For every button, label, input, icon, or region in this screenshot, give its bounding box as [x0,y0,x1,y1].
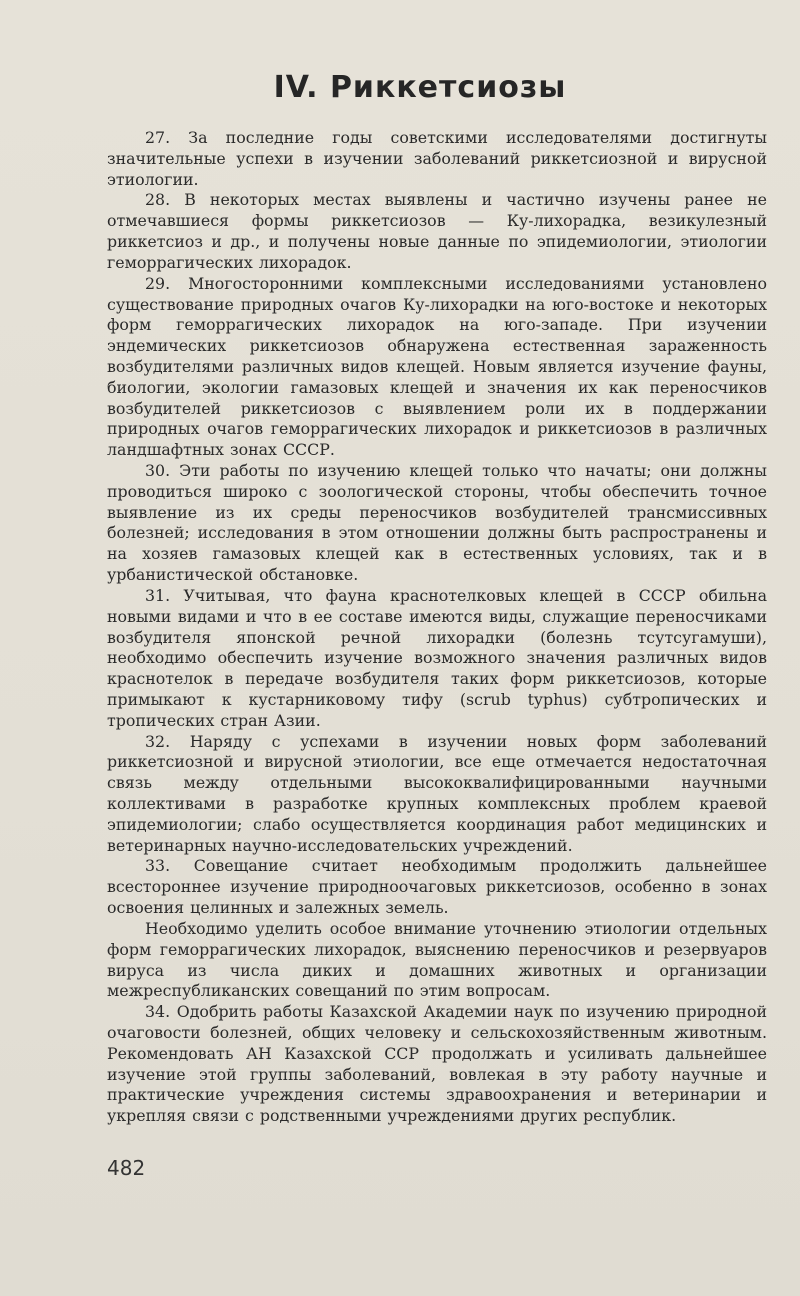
body-text [107,128,767,1127]
paragraph-34: 34. Одобрить работы Казахской Академии наук по изучению природной очаговости болезней, общих человеку и сельскохозяйственным животным. Рекомендовать АН Казахской ССР продолжать и усиливать дальнейшее изучение этой группы заболеваний, вовлекая в эту работу научные и практические учреждения системы здравоохранения и ветеринарии и укрепляя связи с родственными учреждениями других республик. [107,1002,767,1126]
paragraph-32: 32. Наряду с успехами в изучении новых форм заболеваний риккетсиозной и вирусной этиологии, все еще отмечается недостаточная связь между отдельными высококвалифицированными научными коллективами в разработке крупных комплексных проблем краевой эпидемиологии; слабо осуществляется координация работ медицинских и ветеринарных научно-исследовательских учреждений. [107,731,767,855]
section-heading: IV. Риккетсиозы [273,70,567,105]
paragraph-33: 33. Совещание считает необходимым продолжить дальнейшее всестороннее изучение природноочаговых риккетсиозов, особенно в зонах освоения целинных и залежных земель. [107,856,767,918]
paragraph-30: 30. Эти работы по изучению клещей только что начаты; они должны проводиться широко с зоологической стороны, чтобы обеспечить точное выявление из их среды переносчиков возбудителей трансмиссивных болезней; исследования в этом отношении должны быть распространены и на хозяев гамазовых клещей как в естественных условиях, так и в урбанистической обстановке. [107,461,767,585]
paragraph-31: 31. Учитывая, что фауна краснотелковых клещей в СССР обильна новыми видами и что в ее составе имеются виды, служащие переносчиками возбудителя японской речной лихорадки (болезнь тсутсугамуши), необходимо обеспечить изучение возможного значения различных видов краснотелок в передаче возбудителя таких форм риккетсиозов, которые примыкают к кустарниковому тифу (scrub typhus) субтропических и тропических стран Азии. [107,585,767,730]
paragraph-33-continued: Необходимо уделить особое внимание уточнению этиологии отдельных форм геморрагических лихорадок, выяснению переносчиков и резервуаров вируса из числа диких и домашних животных и организации межреспубликанских совещаний по этим вопросам. [107,918,767,1001]
paragraph-27: 27. За последние годы советскими исследователями достигнуты значительные успехи в изучении заболеваний риккетсиозной и вирусной этиологии. [107,128,767,189]
paragraph-28: 28. В некоторых местах выявлены и частично изучены ранее не отмечавшиеся формы риккетсиозов — Ку-лихорадка, везикулезный риккетсиоз и др., и получены новые данные по эпидемиологии, этиологии геморрагических лихорадок. [107,190,767,272]
page-number: 482 [107,1156,146,1180]
paragraph-29: 29. Многосторонними комплексными исследованиями установлено существование природных очагов Ку-лихорадки на юго-востоке и некоторых форм геморрагических лихорадок на юго-западе. При изучении эндемических риккетсиозов обнаружена естественная зараженность возбудителями различных видов клещей. Новым является изучение фауны, биологии, экологии гамазовых клещей и значения их как переносчиков возбудителей риккетсиозов с выявлением роли их в поддержании природных очагов геморрагических лихорадок и риккетсиозов в различных ландшафтных зонах СССР. [107,273,767,460]
